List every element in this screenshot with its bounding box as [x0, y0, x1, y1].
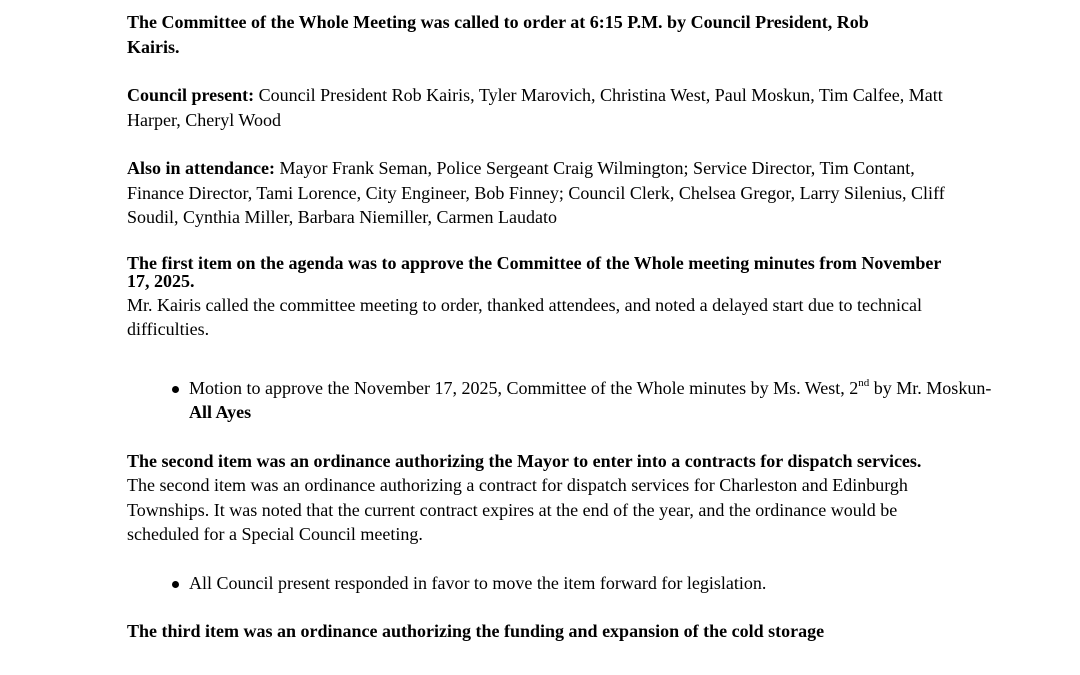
- council-present-label: Council present:: [127, 85, 255, 105]
- call-to-order-text: The Committee of the Whole Meeting was called to order at 6:15 P.M. by Council President, Rob Kairis.: [127, 12, 869, 57]
- also-attendance-names: Mayor Frank Seman, Police Sergeant Craig Wilmington; Service Director, Tim Contant, Finance Director, Tami Lorence, City Engineer, Bob Finney; Council Clerk, Chelsea Gregor, Larry Silenius, Cliff Soudil, Cynthia Miller, Barbara Niemiller, Carmen Laudato: [127, 158, 945, 227]
- item2-heading: The second item was an ordinance authorizing the Mayor to enter into a contracts for dispatch services.: [127, 450, 922, 471]
- also-attendance-paragraph: [127, 156, 957, 230]
- item1-body: Mr. Kairis called the committee meeting to order, thanked attendees, and noted a delayed start due to technical difficulties.: [127, 294, 922, 339]
- item2-bullet: [127, 571, 1017, 596]
- council-present-paragraph: [127, 83, 997, 132]
- bullet-dot-icon: [172, 386, 179, 393]
- item1-motion-bullet: [127, 376, 1009, 425]
- also-attendance-label: Also in attendance:: [127, 158, 275, 178]
- bullet-dot-icon: [172, 581, 179, 588]
- item2-body: The second item was an ordinance authorizing a contract for dispatch services for Charleston and Edinburgh Townships. It was noted that the current contract expires at the end of the year, and the ordinance would be scheduled for a Special Council meeting.: [127, 475, 908, 544]
- ordinal-superscript: nd: [858, 376, 870, 389]
- item2-bullet-text: All Council present responded in favor to move the item forward for legislation.: [189, 572, 767, 593]
- item1-motion-text: Motion to approve the November 17, 2025, Committee of the Whole minutes by Ms. West, 2: [189, 377, 859, 398]
- item3-heading: The third item was an ordinance authorizing the funding and expansion of the cold storage: [127, 621, 825, 641]
- item1-heading: The first item on the agenda was to approve the Committee of the Whole meeting minutes from November 17, 2025.: [127, 252, 942, 291]
- item1-motion-result: All Ayes: [189, 402, 252, 422]
- council-present-names: Council President Rob Kairis, Tyler Marovich, Christina West, Paul Moskun, Tim Calfee, Matt Harper, Cheryl Wood: [127, 85, 943, 130]
- meeting-minutes-page: [127, 10, 1017, 644]
- item1-motion-second: by Mr. Moskun-: [869, 377, 992, 398]
